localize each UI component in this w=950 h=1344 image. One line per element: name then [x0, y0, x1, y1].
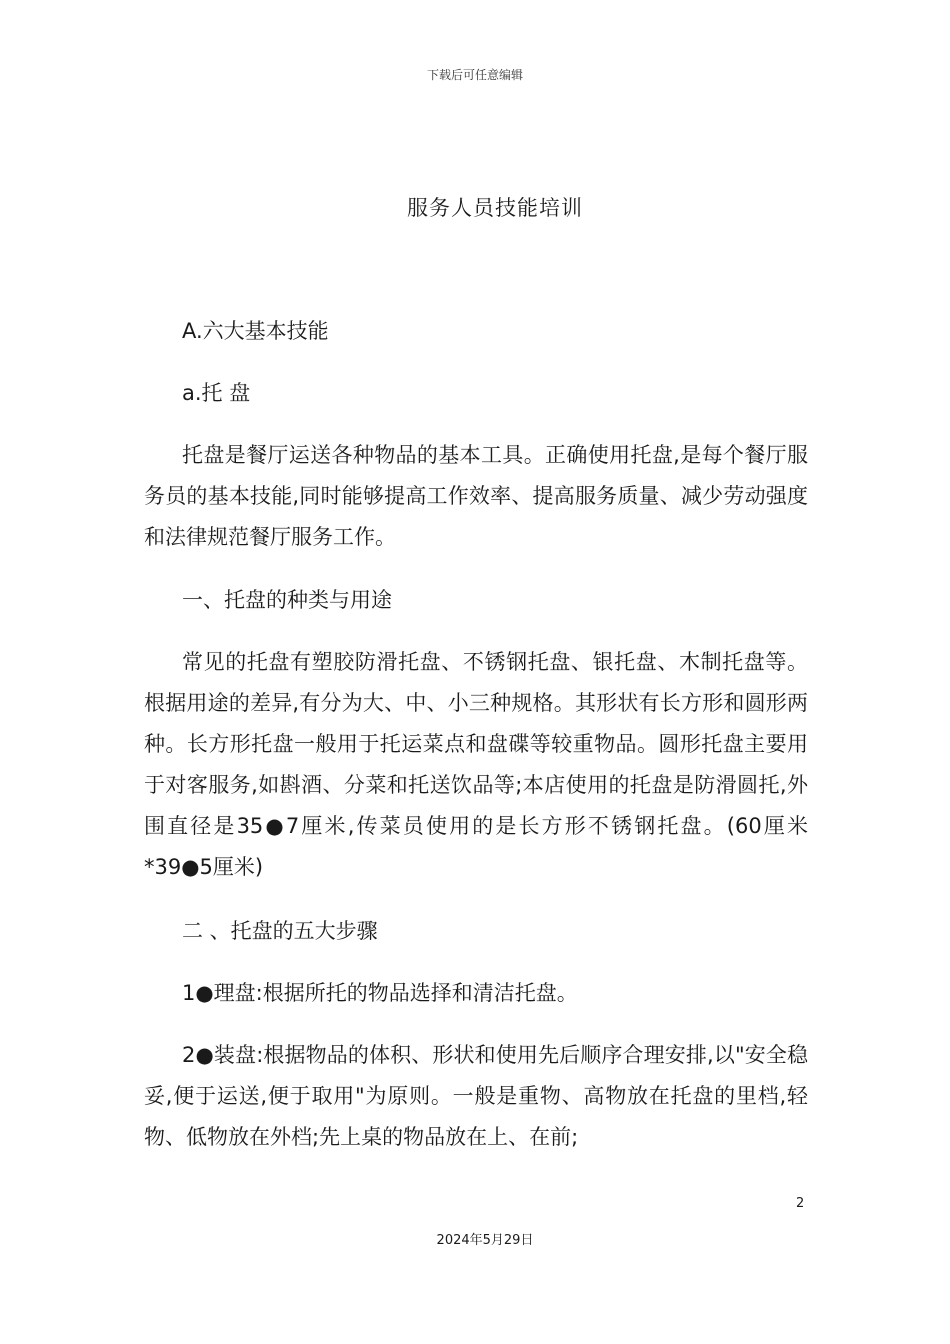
section-heading-a: A.六大基本技能 — [182, 319, 329, 343]
tray-types-paragraph: 常见的托盘有塑胶防滑托盘、不锈钢托盘、银托盘、木制托盘等。根据用途的差异,有分为大、中、小三种规格。其形状有长方形和圆形两种。长方形托盘一般用于托运菜点和盘碟等较重物品。圆形托盘主要用于对客服务,如斟酒、分菜和托送饮品等;本店使用的托盘是防滑圆托,外围直径是35●7厘米,传菜员使用的是长方形不锈钢托盘。(60厘米*39●5厘米) — [144, 650, 808, 879]
footer-date: 2024年5月29日 — [436, 1233, 534, 1248]
header-note: 下载后可任意编辑 — [426, 68, 523, 82]
heading-tray-types: 一、托盘的种类与用途 — [182, 588, 392, 612]
document-title: 服务人员技能培训 — [407, 196, 583, 220]
step-2-paragraph: 2●装盘:根据物品的体积、形状和使用先后顺序合理安排,以"安全稳妥,便于运送,便于取用"为原则。一般是重物、高物放在托盘的里档,轻物、低物放在外档;先上桌的物品放在上、在前; — [144, 1043, 808, 1149]
page-number: 2 — [796, 1196, 805, 1211]
intro-paragraph: 托盘是餐厅运送各种物品的基本工具。正确使用托盘,是每个餐厅服务员的基本技能,同时能够提高工作效率、提高服务质量、减少劳动强度和法律规范餐厅服务工作。 — [144, 443, 808, 549]
subsection-heading-tray: a.托 盘 — [182, 381, 251, 405]
heading-tray-steps: 二 、托盘的五大步骤 — [182, 919, 378, 943]
step-1-paragraph: 1●理盘:根据所托的物品选择和清洁托盘。 — [182, 981, 578, 1005]
